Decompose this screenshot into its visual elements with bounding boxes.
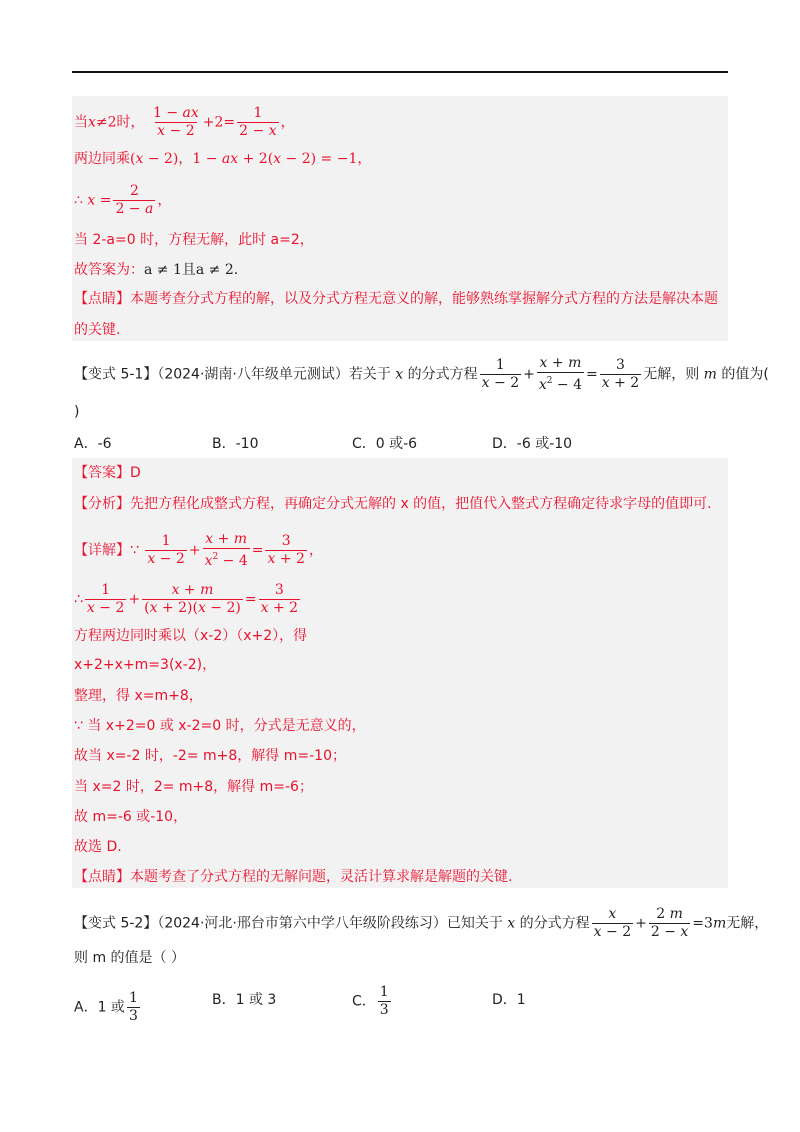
solution-line-5: 故答案为：a ≠ 1且a ≠ 2. bbox=[74, 262, 239, 278]
q52-option-c: C． $\frac{1}{3}$ bbox=[352, 984, 389, 1018]
q51-option-d: D．-6 或-10 bbox=[492, 436, 573, 452]
q52-frac-2: $\frac{2 m}{2 - x}$ bbox=[650, 906, 689, 940]
question-5-2-stem: 【变式 5-2】（2024·河北·邢台市第六中学八年级阶段练习）已知关于 x 的分式方程 $\frac{x}{x - 2}$ + $\frac{2 m}{2 - x}$ =3m无解， bbox=[74, 906, 769, 940]
q51-option-a: A．-6 bbox=[74, 436, 112, 452]
a51-answer: 【答案】D bbox=[74, 465, 141, 481]
a51-step-6: 当 x=2 时，2= m+8，解得 m=-6； bbox=[74, 779, 313, 795]
q52-option-d: D．1 bbox=[492, 992, 526, 1008]
comment-tag: 【点睛】 bbox=[74, 291, 130, 307]
solution-line-4: 当 2-a=0 时，方程无解，此时 a=2， bbox=[74, 232, 314, 248]
solution-line-3: ∴ x = $\frac{2}{2 - a}$ ， bbox=[74, 183, 172, 217]
q52-option-a: A．1 或 $\frac{1}{3}$ bbox=[74, 990, 138, 1024]
comment-line-2: 的关键. bbox=[74, 322, 121, 338]
eq3-frac: $\frac{2}{2 - a}$ bbox=[115, 183, 154, 217]
eq1-frac-right: $\frac{1}{2 - x}$ bbox=[239, 105, 277, 139]
a51-step-2: x+2+x+m=3(x-2)， bbox=[74, 657, 217, 673]
q51-source: （2024·湖南·八年级单元测试） bbox=[157, 366, 349, 383]
eq1-frac-left: $\frac{1 - ax}{x - 2}$ bbox=[153, 105, 199, 139]
a51-step-5: 故当 x=-2 时，-2= m+8，解得 m=-10； bbox=[74, 748, 346, 764]
a51-detail-line-1: 【详解】∵ $\frac{1}{x - 2}$ + $\frac{x + m}{x^2 - 4}$ = $\frac{3}{x + 2}$ ， bbox=[74, 531, 323, 569]
a51-step-1: 方程两边同时乘以（x-2）（x+2），得 bbox=[74, 628, 308, 644]
header-rule bbox=[72, 71, 728, 73]
q51-tag: 【变式 5-1】 bbox=[74, 366, 158, 383]
a51-detail-line-2: ∴ $\frac{1}{x - 2}$ + $\frac{x + m}{(x + 2)(x - 2)}$ = $\frac{3}{x + 2}$ bbox=[74, 582, 299, 616]
solution-line-2: 两边同乘(x − 2)，1 − ax + 2(x − 2) = −1， bbox=[74, 151, 372, 167]
a51-step-7: 故 m=-6 或-10， bbox=[74, 809, 188, 825]
q52-source: （2024·河北·邢台市第六中学八年级阶段练习） bbox=[157, 915, 447, 932]
final-answer: a ≠ 1且a ≠ 2. bbox=[144, 262, 239, 278]
q52-stem-2: 则 m 的值是（ ） bbox=[74, 950, 185, 966]
q51-option-b: B．-10 bbox=[212, 436, 259, 452]
question-5-1-stem: 【变式 5-1】（2024·湖南·八年级单元测试）若关于 x 的分式方程 $\frac{1}{x - 2}$ + $\frac{x + m}{x^2 - 4}$ = $\frac{3}{x + 2}$ 无解，则 m 的值为( bbox=[74, 355, 769, 393]
l1-cond: x bbox=[88, 114, 96, 131]
q51-option-c: C．0 或-6 bbox=[352, 436, 418, 452]
q51-frac-2: $\frac{x + m}{x^2 - 4}$ bbox=[538, 355, 583, 393]
q52-frac-1: $\frac{x}{x - 2}$ bbox=[593, 906, 632, 940]
q52-option-b: B．1 或 3 bbox=[212, 992, 277, 1008]
solution-line-1: 当x≠2时， $\frac{1 - ax}{x - 2}$ +2= $\frac{1}{2 - x}$ ， bbox=[74, 105, 295, 139]
a51-comment: 【点睛】本题考查了分式方程的无解问题，灵活计算求解是解题的关键. bbox=[74, 869, 513, 885]
l1-prefix: 当 bbox=[74, 114, 88, 131]
a51-analysis: 【分析】先把方程化成整式方程，再确定分式无解的 x 的值，把值代入整式方程确定待求字母的值即可. bbox=[74, 496, 712, 512]
q52-tag: 【变式 5-2】 bbox=[74, 915, 158, 932]
q51-frac-3: $\frac{3}{x + 2}$ bbox=[601, 357, 640, 391]
q51-frac-1: $\frac{1}{x - 2}$ bbox=[481, 357, 520, 391]
a51-step-3: 整理，得 x=m+8， bbox=[74, 688, 203, 704]
q51-stem-end: ) bbox=[74, 404, 80, 420]
a51-step-8: 故选 D. bbox=[74, 839, 122, 855]
a51-step-4: ∵ 当 x+2=0 或 x-2=0 时，分式是无意义的， bbox=[74, 718, 366, 734]
comment-line-1: 【点睛】本题考查分式方程的解，以及分式方程无意义的解，能够熟练掌握解分式方程的方法是解决本题 bbox=[74, 291, 718, 307]
